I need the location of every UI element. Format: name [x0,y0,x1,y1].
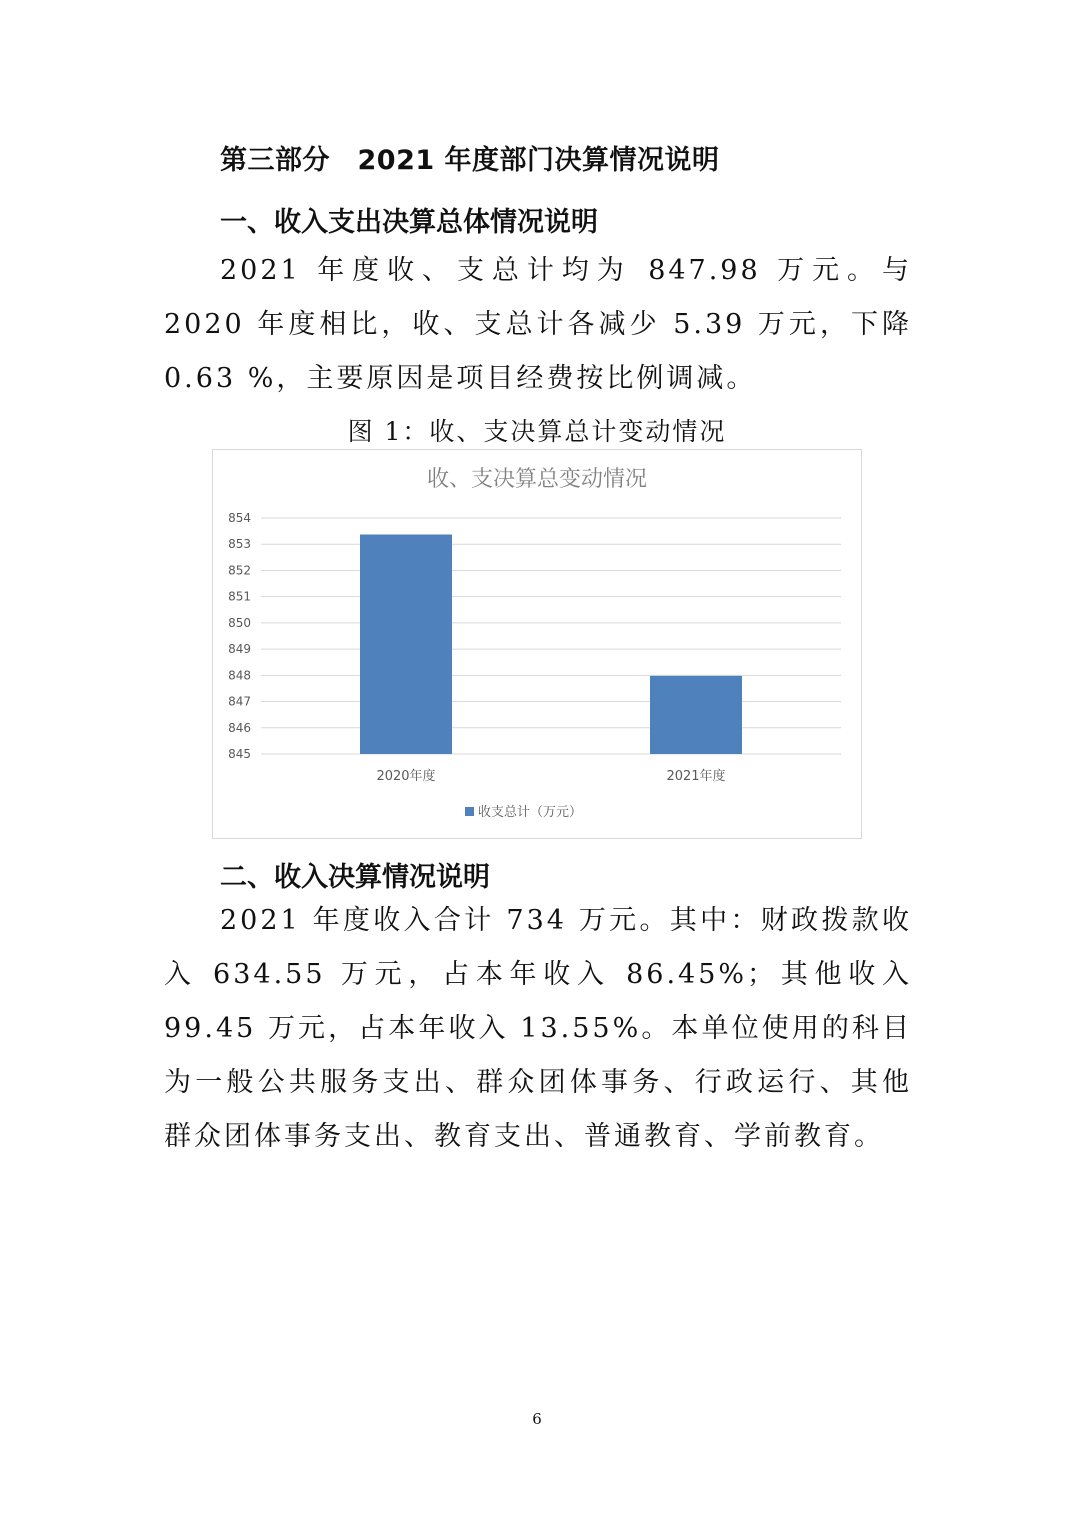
y-tick-label: 845 [228,747,251,761]
bar [650,676,742,754]
page-number: 6 [532,1410,542,1428]
section-heading-1: 一、收入支出决算总体情况说明 [220,207,598,238]
section-heading-2: 二、收入决算情况说明 [220,862,490,893]
y-tick-label: 847 [228,694,251,709]
part-title: 第三部分 2021 年度部门决算情况说明 [220,145,720,176]
x-tick-label: 2021年度 [666,769,726,784]
y-tick-label: 846 [228,720,251,735]
section-1-paragraph: 2021 年度收、支总计均为 847.98 万元。与 2020 年度相比，收、支总计各减少 5.39 万元，下降 0.63 %，主要原因是项目经费按比例调减。 [164,255,912,394]
y-tick-label: 853 [228,537,251,552]
legend-label: 收支总计（万元） [478,805,583,820]
y-tick-label: 851 [228,589,251,604]
figure-caption: 图 1：收、支决算总计变动情况 [347,417,727,446]
y-tick-label: 854 [228,511,251,525]
legend-swatch [465,807,474,816]
y-tick-label: 849 [228,642,251,657]
chart-title: 收、支决算总变动情况 [426,467,648,492]
x-tick-label: 2020年度 [376,769,436,784]
y-tick-label: 850 [228,615,251,630]
y-tick-label: 848 [228,668,251,683]
y-tick-label: 852 [228,563,251,578]
bar [360,535,452,754]
bar-chart [213,450,861,838]
chart-frame [212,449,862,839]
section-2-paragraph: 2021 年度收入合计 734 万元。其中：财政拨款收入 634.55 万元，占本年收入 86.45%；其他收入 99.45 万元，占本年收入 13.55%。本单位使用的科目为一般公共服务支出、群众团体事务、行政运行、其他群众团体事务支出、教育支出、普通教育、学前教育。 [164,905,912,1152]
